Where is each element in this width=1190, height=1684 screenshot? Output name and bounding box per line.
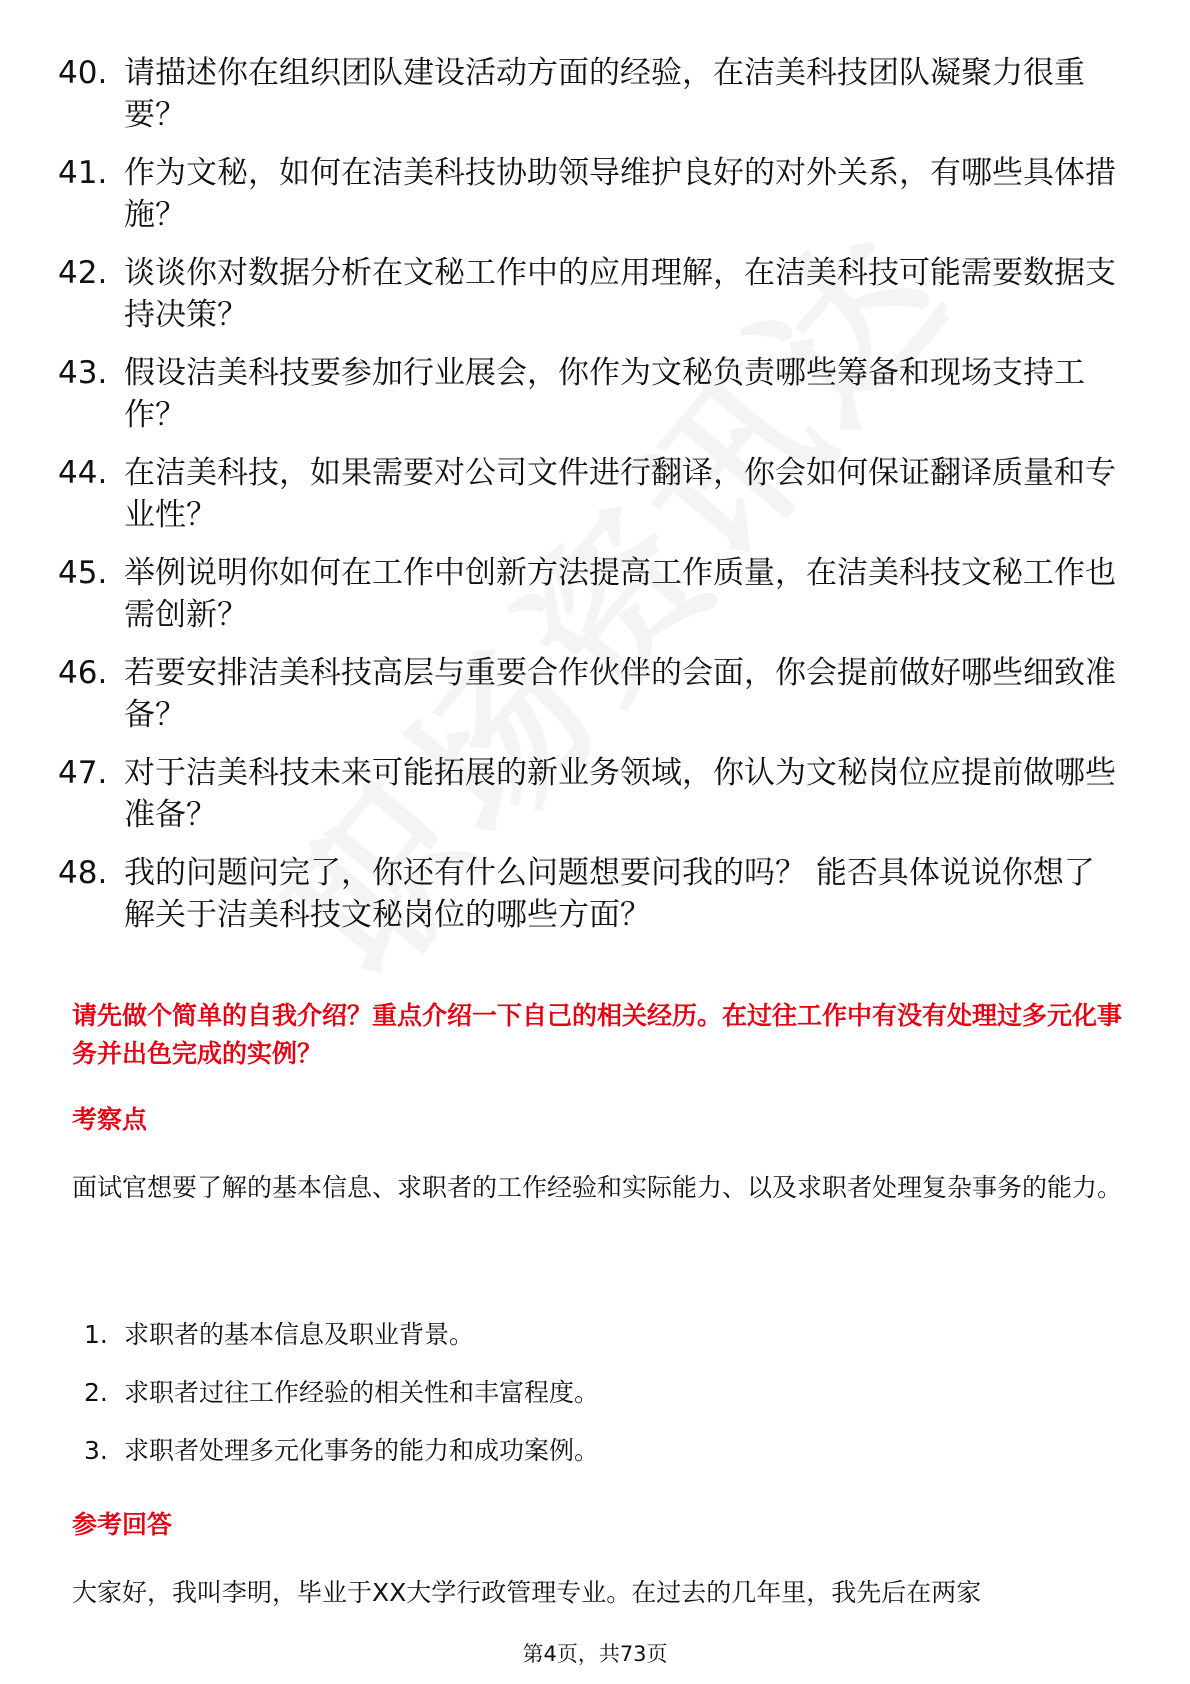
question-number: 48. (58, 855, 108, 891)
question-text: 举例说明你如何在工作中创新方法提高工作质量，在洁美科技文秘工作也需创新？ (124, 555, 1116, 633)
main-question: 请先做个简单的自我介绍？重点介绍一下自己的相关经历。在过往工作中有没有处理过多元化事务并出色完成的实例？ (72, 1001, 1123, 1068)
focus-text: 面试官想要了解的基本信息、求职者的工作经验和实际能力、以及求职者处理复杂事务的能力。 (72, 1173, 1123, 1202)
question-text: 对于洁美科技未来可能拓展的新业务领域，你认为文秘岗位应提前做哪些准备？ (124, 755, 1116, 833)
question-item (58, 252, 1138, 336)
focus-points (84, 1318, 1084, 1492)
question-text: 请描述你在组织团队建设活动方面的经验，在洁美科技团队凝聚力很重要？ (124, 55, 1085, 133)
question-text: 我的问题问完了，你还有什么问题想要问我的吗？ 能否具体说说你想了解关于洁美科技文秘岗位的哪些方面？ (124, 855, 1095, 933)
list-item (84, 1434, 1084, 1468)
question-text: 谈谈你对数据分析在文秘工作中的应用理解，在洁美科技可能需要数据支持决策？ (124, 255, 1116, 333)
answer-title: 参考回答 (72, 1510, 173, 1539)
question-number: 44. (58, 455, 108, 491)
question-item (58, 552, 1138, 636)
list-number: 2. (84, 1378, 108, 1407)
question-text: 作为文秘，如何在洁美科技协助领导维护良好的对外关系，有哪些具体措施？ (124, 155, 1116, 233)
question-number: 42. (58, 255, 108, 291)
list-number: 1. (84, 1320, 108, 1349)
question-number: 46. (58, 655, 108, 691)
question-text: 假设洁美科技要参加行业展会，你作为文秘负责哪些筹备和现场支持工作？ (124, 355, 1085, 433)
focus-title: 考察点 (72, 1105, 148, 1134)
question-number: 45. (58, 555, 108, 591)
question-list (0, 52, 1190, 952)
question-item (58, 652, 1138, 736)
page-footer: 第4页，共73页 (522, 1642, 668, 1666)
question-item (58, 52, 1138, 136)
question-item (58, 752, 1138, 836)
list-text: 求职者的基本信息及职业背景。 (124, 1320, 475, 1349)
question-item (58, 852, 1138, 936)
question-number: 41. (58, 155, 108, 191)
question-text: 在洁美科技，如果需要对公司文件进行翻译，你会如何保证翻译质量和专业性？ (124, 455, 1116, 533)
question-number: 40. (58, 55, 108, 91)
question-text: 若要安排洁美科技高层与重要合作伙伴的会面，你会提前做好哪些细致准备？ (124, 655, 1116, 733)
question-item (58, 152, 1138, 236)
list-text: 求职者过往工作经验的相关性和丰富程度。 (124, 1378, 600, 1407)
question-item (58, 452, 1138, 536)
list-text: 求职者处理多元化事务的能力和成功案例。 (124, 1436, 600, 1465)
question-number: 47. (58, 755, 108, 791)
list-number: 3. (84, 1436, 108, 1465)
list-item (84, 1318, 1084, 1352)
answer-text: 大家好，我叫李明，毕业于XX大学行政管理专业。在过去的几年里，我先后在两家 (72, 1578, 982, 1607)
question-number: 43. (58, 355, 108, 391)
question-item (58, 352, 1138, 436)
list-item (84, 1376, 1084, 1410)
